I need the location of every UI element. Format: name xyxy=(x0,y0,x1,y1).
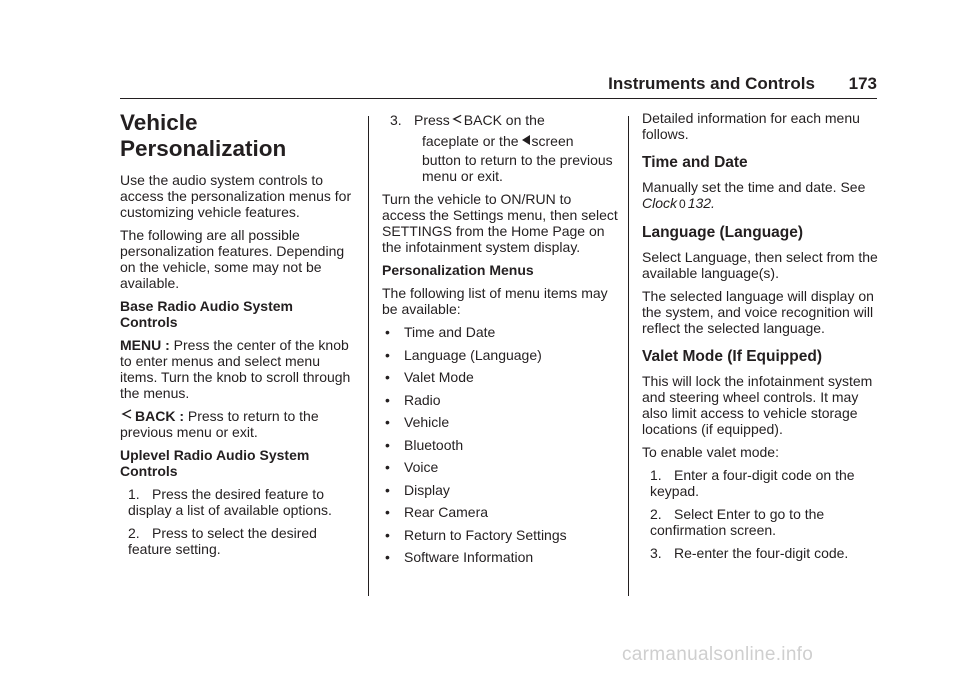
list-item: • Radio xyxy=(385,391,441,408)
enable-valet-paragraph: To enable valet mode: xyxy=(642,444,779,460)
back-label: BACK : xyxy=(135,408,184,424)
list-item: • Time and Date xyxy=(385,324,496,340)
language-paragraph-1: Select Language, then select from the available language(s). xyxy=(642,249,878,281)
list-item: • Return to Factory Settings xyxy=(385,526,567,543)
column-2 xyxy=(382,110,618,572)
time-date-paragraph: Manually set the time and date. See Clock 0 132. xyxy=(642,179,866,211)
page-ref-icon: 0 xyxy=(679,197,686,211)
time-date-heading: Time and Date xyxy=(642,154,748,171)
step-3: 3. Press BACK on the faceplate or the screen button to return to the previous menu or exit. xyxy=(390,112,613,184)
menu-items-list xyxy=(382,324,618,565)
list-item: • Display xyxy=(385,481,450,498)
section-title: Instruments and Controls xyxy=(608,74,815,93)
back-screen-icon xyxy=(520,132,531,152)
menu-paragraph: MENU : Press the center of the knob to enter menus and select menu items. Turn the knob to scroll through the menus. xyxy=(120,337,351,401)
uplevel-radio-heading: Uplevel Radio Audio System Controls xyxy=(120,447,310,479)
list-item: • Vehicle xyxy=(385,414,450,430)
list-item: • Bluetooth xyxy=(385,436,464,453)
intro-paragraph: Use the audio system controls to access the personalization menus for customizing vehicle features. xyxy=(120,172,352,220)
list-item: • Voice xyxy=(385,459,439,475)
step-2: 2. Press to select the desired feature setting. xyxy=(128,525,317,557)
personalization-menus-heading: Personalization Menus xyxy=(382,262,534,278)
clock-page-ref[interactable]: 132. xyxy=(687,195,715,211)
column-divider-2 xyxy=(628,116,629,596)
column-1 xyxy=(120,110,352,564)
clock-ref-link[interactable]: Clock xyxy=(642,195,678,211)
list-item: • Rear Camera xyxy=(385,504,489,520)
header-rule xyxy=(120,98,877,99)
valet-step-2: 2. Select Enter to go to the confirmation screen. xyxy=(650,506,825,538)
valet-step-1: 1. Enter a four-digit code on the keypad. xyxy=(650,467,855,499)
turn-vehicle-paragraph: Turn the vehicle to ON/RUN to access the Settings menu, then select SETTINGS from the Home Page on the infotainment system display. xyxy=(382,191,618,255)
column-divider-1 xyxy=(368,116,369,596)
page-header xyxy=(120,70,877,100)
valet-step-3: 3. Re-enter the four-digit code. xyxy=(650,545,849,561)
language-heading: Language (Language) xyxy=(642,224,804,241)
column-3 xyxy=(642,110,878,568)
page-title: Vehicle Personalization xyxy=(120,110,287,161)
list-item: • Valet Mode xyxy=(385,369,474,385)
page-number: 173 xyxy=(848,74,877,93)
menus-intro: The following list of menu items may be available: xyxy=(382,285,608,317)
valet-mode-heading: Valet Mode (If Equipped) xyxy=(642,348,822,365)
language-paragraph-2: The selected language will display on the system, and voice recognition will reflect the selected language. xyxy=(642,288,874,336)
watermark: carmanualsonline.info xyxy=(622,644,814,665)
valet-paragraph: This will lock the infotainment system and steering wheel controls. It may also limit access to vehicle storage locations (if equipped). xyxy=(642,373,873,437)
step-1: 1. Press the desired feature to display a list of available options. xyxy=(128,486,332,518)
base-radio-heading: Base Radio Audio System Controls xyxy=(120,298,293,330)
detailed-paragraph: Detailed information for each menu follows. xyxy=(642,110,860,142)
back-arrow-icon xyxy=(120,408,133,424)
possible-paragraph: The following are all possible personalization features. Depending on the vehicle, some may not be available. xyxy=(120,227,345,291)
back-paragraph: BACK : Press to return to the previous menu or exit. xyxy=(120,408,319,440)
list-item: • Language (Language) xyxy=(385,346,542,363)
menu-label: MENU : xyxy=(120,337,170,353)
list-item: • Software Information xyxy=(385,549,534,565)
back-arrow-icon xyxy=(451,111,463,131)
